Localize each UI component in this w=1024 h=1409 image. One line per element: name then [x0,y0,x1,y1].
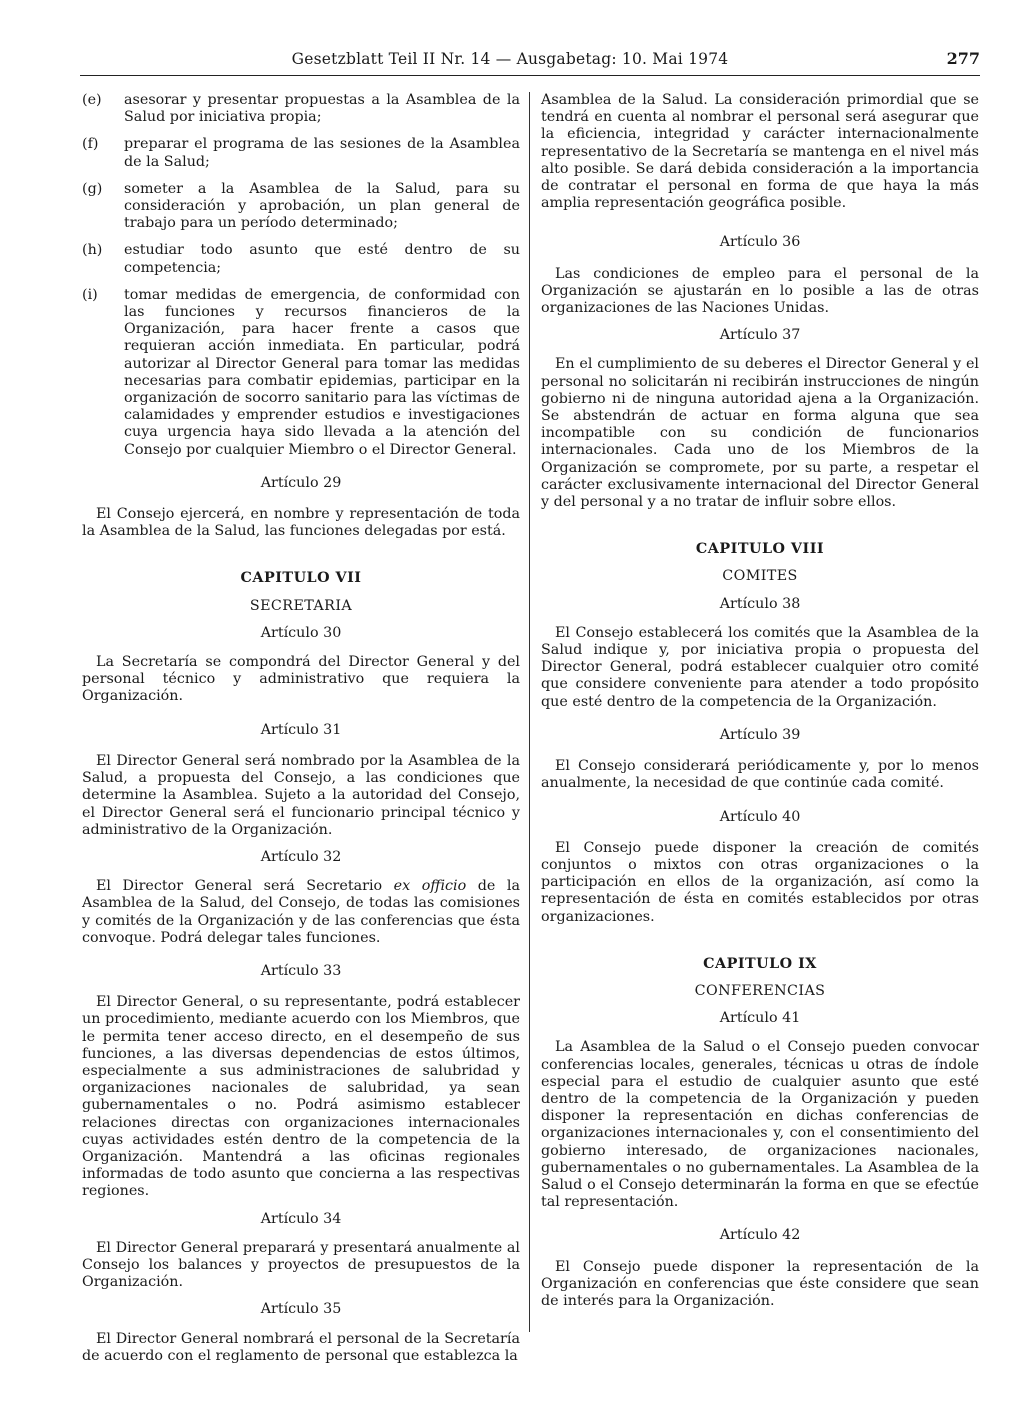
item-label: (i) [82,286,98,303]
article-text: El Consejo puede disponer la creación de comités conjuntos o mixtos con otras organizaciones o la participación en ellos de la organización, así como la representación de ésta en comités establecidos por otras organizaciones. [541,839,979,925]
article-heading: Artículo 35 [260,1301,342,1318]
chapter-heading: CAPITULO VIII [695,541,825,558]
chapter-heading: CAPITULO IX [703,955,817,972]
article-heading: Artículo 41 [719,1010,801,1027]
item-label: (e) [82,92,102,108]
column-divider [529,92,530,1332]
article-text: El Consejo puede disponer la representación de la Organización en conferencias que éste considere que sean de interés para la Organización. [541,1258,979,1309]
chapter-title: SECRETARIA [249,597,353,614]
list-item [82,287,520,459]
right-column [541,92,979,1310]
page-header [80,50,980,72]
article-text: El Director General preparará y presentará anualmente al Consejo los balances y proyectos de presupuestos de la Organización. [82,1239,520,1291]
list-item [82,242,520,276]
item-label: (g) [82,180,103,197]
chapter-title: COMITES [722,568,798,585]
article-text: El Consejo establecerá los comités que la Asamblea de la Salud indique y, por iniciativa propia o propuesta del Director General, podrá establecer cualquier otro comité que considere conveniente para atender a todo propósito que esté dentro de la competencia de la Organización. [541,624,979,710]
article-text-italic: ex officio [393,878,467,895]
article-text-part: El Director General será Secretario [96,878,394,895]
item-text: tomar medidas de emergencia, de conformidad con las funciones y recursos financieros de la Organización, para hacer frente a casos que requieran acción inmediata. En particular, podrá autorizar al Director General para tomar las medidas necesarias para combatir epidemias, participar en la organización de socorro sanitario para las víctimas de calamidades y emprender estudios e investigaciones cuya urgencia haya sido llevada a la atención del Consejo por cualquier Miembro o el Director General. [124,286,520,458]
article-heading: Artículo 38 [719,595,801,612]
article-heading: Artículo 39 [719,726,801,743]
header-title: Gesetzblatt Teil II Nr. 14 — Ausgabetag: 10. Mai 1974 [291,50,729,68]
item-text: preparar el programa de las sesiones de la Asamblea de la Salud; [124,136,520,170]
article-text: El Consejo ejercerá, en nombre y representación de toda la Asamblea de la Salud, las funciones delegadas por está. [82,506,520,540]
article-text [82,878,520,947]
list-item [82,136,520,170]
left-column [82,92,520,1365]
header-rule [80,75,980,76]
continued-text: Asamblea de la Salud. La consideración primordial que se tendrá en cuenta al nombrar el personal será asegurar que la eficiencia, integridad y carácter internacionalmente representativo de la Secretaría se mantenga en el nivel más alto posible. Se dará debida consideración a la importancia de contratar el personal en forma de que haya la más amplia representación geográfica posible. [541,92,979,212]
article-heading: Artículo 42 [719,1227,801,1244]
article-text: La Secretaría se compondrá del Director General y del personal técnico y administrativo que requiera la Organización. [82,654,520,705]
article-heading: Artículo 34 [260,1210,342,1227]
item-text: estudiar todo asunto que esté dentro de su competencia; [124,242,520,276]
article-heading: Artículo 30 [260,624,342,641]
article-text: El Director General será nombrado por la Asamblea de la Salud, a propuesta del Consejo, a las condiciones que determine la Asamblea. Sujeto a la autoridad del Consejo, el Director General será el funcionario principal técnico y administrativo de la Organización. [82,752,520,838]
article-text: El Consejo considerará periódicamente y, por lo menos anualmente, la necesidad de que continúe cada comité. [541,758,979,792]
article-heading: Artículo 33 [260,962,342,979]
list-item [82,92,520,126]
article-heading: Artículo 32 [260,848,342,865]
item-label: (f) [82,136,99,153]
page-number: 277 [946,49,980,68]
item-label: (h) [82,242,103,259]
article-heading: Artículo 31 [260,721,342,738]
list-item [82,181,520,233]
article-text: En el cumplimiento de su deberes el Director General y el personal no solicitarán ni recibirán instrucciones de ningún gobierno ni de ninguna autoridad ajena a la Organización. Se abstendrán de actuar en forma alguna que sea incompatible con su condición de funcionarios internacionales. Cada uno de los Miembros de la Organización se compromete, por su parte, a respetar el carácter exclusivamente internacional del Director General y del personal y a no tratar de influir sobre ellos. [541,356,979,511]
article-text: Las condiciones de empleo para el personal de la Organización se ajustarán en lo posible a las de otras organizaciones de las Naciones Unidas. [541,265,979,317]
item-text: asesorar y presentar propuestas a la Asamblea de la Salud por iniciativa propia; [124,92,520,126]
article-heading: Artículo 40 [719,808,801,825]
article-text: La Asamblea de la Salud o el Consejo pueden convocar conferencias locales, generales, técnicas u otras de índole especial para el estudio de cualquier asunto que esté dentro de la competencia de la Organización y pueden disponer la representación en dichas conferencias de organizaciones internacionales y, con el consentimiento del gobierno interesado, de organizaciones nacionales, gubernamentales o no gubernamentales. La Asamblea de la Salud o el Consejo determinarán la forma en que se efectúe tal representación. [541,1039,979,1211]
article-text: El Director General nombrará el personal de la Secretaría de acuerdo con el reglamento de personal que establezca la [82,1330,520,1364]
chapter-heading: CAPITULO VII [240,570,362,587]
article-text-part: de la Asamblea de la Salud, del Consejo, de todas las comisiones y comités de la Organización y de las conferencias que ésta convoque. Podrá delegar tales funciones. [82,878,520,946]
article-text: El Director General, o su representante, podrá establecer un procedimiento, mediante acuerdo con los Miembros, que le permita tener acceso directo, en el desempeño de sus funciones, a las diversas dependencias de estos últimos, especialmente a sus administraciones de salubridad y organizaciones nacionales de salubridad, ya sean gubernamentales o no. Podrá asimismo establecer relaciones directas con organizaciones internacionales cuyas actividades estén dentro de la competencia de la Organización. Mantendrá a las oficinas regionales informadas de todo asunto que concierna a las respectivas regiones. [82,994,520,1200]
article-heading: Artículo 29 [260,474,342,491]
article-heading: Artículo 37 [719,327,801,344]
item-text: someter a la Asamblea de la Salud, para su consideración y aprobación, un plan general de trabajo para un período determinado; [124,180,520,232]
chapter-title: CONFERENCIAS [694,982,826,999]
article-heading: Artículo 36 [719,234,801,251]
